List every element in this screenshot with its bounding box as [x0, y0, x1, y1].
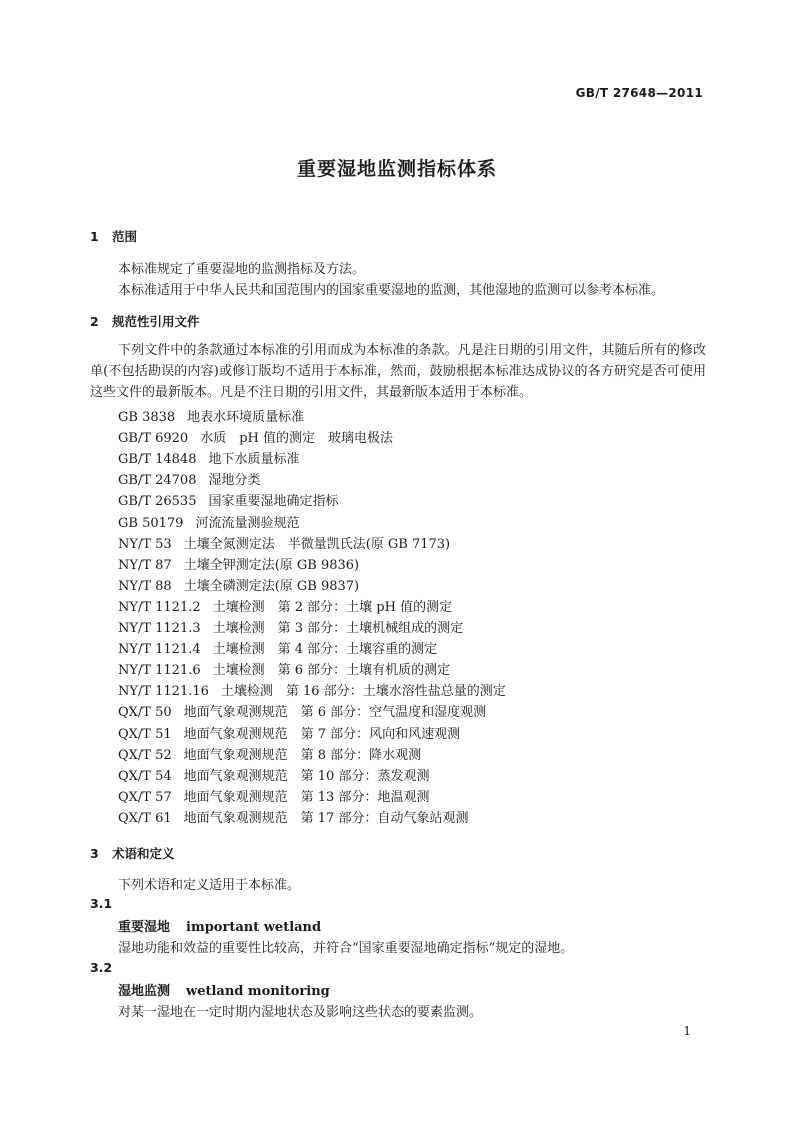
- section-heading-terms: [90, 844, 175, 862]
- term-zh: 湿地监测: [118, 984, 171, 999]
- term-definition: 湿地功能和效益的重要性比较高，并符合“国家重要湿地确定指标”规定的湿地。: [118, 941, 574, 956]
- reference-title: 土壤全钾测定法(原 GB 9836): [183, 557, 360, 573]
- term-number: 3.1: [90, 896, 113, 911]
- reference-item: [118, 554, 359, 573]
- reference-title: 土壤检测 第 3 部分：土壤机械组成的测定: [212, 621, 464, 636]
- reference-item: [118, 512, 299, 531]
- term-en: wetland monitoring: [186, 984, 330, 999]
- reference-item: [118, 617, 463, 636]
- reference-code: NY/T 1121.6: [118, 663, 201, 679]
- reference-item: [118, 533, 450, 552]
- reference-code: GB 3838: [118, 410, 176, 425]
- section-number: 3: [90, 846, 99, 861]
- reference-code: NY/T 88: [118, 578, 172, 594]
- reference-title: 土壤全磷测定法(原 GB 9837): [183, 578, 360, 594]
- reference-code: NY/T 87: [118, 557, 172, 573]
- page-number: 1: [683, 1024, 691, 1038]
- reference-item: [118, 575, 359, 594]
- reference-item: [118, 638, 437, 657]
- reference-title: 水质 pH 值的测定 玻璃电极法: [200, 431, 394, 447]
- scope-paragraph: 本标准适用于中华人民共和国范围内的国家重要湿地的监测，其他湿地的监测可以参考本标准。: [118, 283, 665, 298]
- reference-title: 土壤全氮测定法 半微量凯氏法(原 GB 7173): [183, 536, 451, 552]
- reference-item: [118, 680, 506, 699]
- reference-code: QX/T 52: [118, 747, 172, 763]
- document-title: 重要湿地监测指标体系: [296, 158, 497, 180]
- reference-title: 国家重要湿地确定指标: [208, 494, 339, 510]
- reference-title: 地面气象观测规范 第 7 部分：风向和风速观测: [183, 726, 461, 742]
- reference-code: NY/T 1121.2: [118, 599, 201, 615]
- reference-item: [118, 469, 261, 488]
- scope-paragraph: 本标准规定了重要湿地的监测指标及方法。: [118, 262, 366, 277]
- reference-title: 湿地分类: [208, 473, 261, 489]
- reference-item: [118, 786, 429, 805]
- reference-item: [118, 701, 486, 720]
- reference-title: 地面气象观测规范 第 17 部分：自动气象站观测: [183, 810, 469, 826]
- reference-item: [118, 406, 304, 425]
- reference-item: [118, 448, 300, 467]
- reference-code: QX/T 50: [118, 705, 172, 721]
- term-zh: 重要湿地: [118, 920, 171, 935]
- term-definition: 对某一湿地在一定时期内湿地状态及影响这些状态的要素监测。: [118, 1005, 483, 1020]
- reference-item: [118, 659, 450, 678]
- reference-code: NY/T 53: [118, 536, 172, 552]
- reference-title: 地面气象观测规范 第 8 部分：降水观测: [183, 747, 422, 763]
- terms-intro: 下列术语和定义适用于本标准。: [118, 878, 301, 893]
- reference-code: QX/T 61: [118, 810, 172, 826]
- reference-code: GB 50179: [118, 515, 184, 531]
- reference-title: 地表水环境质量标准: [187, 410, 305, 425]
- section-title: 术语和定义: [112, 846, 175, 861]
- term-number: 3.2: [90, 960, 113, 975]
- standard-number: GB/T 27648—2011: [575, 86, 703, 100]
- section-title: 范围: [112, 229, 138, 244]
- reference-item: [118, 427, 393, 446]
- reference-title: 地下水质量标准: [208, 452, 300, 468]
- reference-title: 土壤检测 第 2 部分：土壤 pH 值的测定: [212, 599, 453, 615]
- reference-code: GB/T 6920: [118, 431, 189, 447]
- reference-item: [118, 723, 460, 742]
- section-number: 2: [90, 314, 99, 329]
- reference-code: GB/T 24708: [118, 473, 197, 489]
- reference-code: QX/T 57: [118, 789, 172, 805]
- reference-title: 河流流量测验规范: [195, 515, 300, 531]
- reference-code: QX/T 54: [118, 768, 172, 784]
- reference-title: 土壤检测 第 16 部分：土壤水溶性盐总量的测定: [220, 684, 506, 700]
- reference-code: QX/T 51: [118, 726, 172, 742]
- section-heading-scope: [90, 227, 137, 245]
- normative-refs-intro: 下列文件中的条款通过本标准的引用而成为本标准的条款。凡是注日期的引用文件，其随后所有的修改单(不包括勘误的内容)或修订版均不适用于本标准，然而，鼓励根据本标准达成协议的各方研究是否可使用这些文件的最新版本。凡是不注日期的引用文件，其最新版本适用于本标准。: [90, 343, 706, 400]
- term-entry: [118, 916, 321, 935]
- section-title: 规范性引用文件: [112, 314, 200, 329]
- section-number: 1: [90, 229, 99, 244]
- reference-title: 地面气象观测规范 第 6 部分：空气温度和湿度观测: [183, 705, 487, 721]
- reference-item: [118, 807, 468, 826]
- section-heading-normative-refs: [90, 312, 200, 330]
- reference-code: NY/T 1121.16: [118, 684, 209, 700]
- reference-item: [118, 765, 429, 784]
- reference-title: 地面气象观测规范 第 13 部分：地温观测: [183, 789, 430, 805]
- reference-item: [118, 596, 452, 615]
- reference-title: 土壤检测 第 4 部分：土壤容重的测定: [212, 642, 438, 658]
- reference-code: NY/T 1121.4: [118, 642, 201, 658]
- reference-item: [118, 744, 421, 763]
- term-entry: [118, 980, 330, 999]
- reference-code: GB/T 14848: [118, 452, 197, 468]
- reference-item: [118, 490, 339, 509]
- reference-title: 土壤检测 第 6 部分：土壤有机质的测定: [212, 663, 451, 679]
- term-en: important wetland: [186, 920, 322, 935]
- reference-code: GB/T 26535: [118, 494, 197, 510]
- reference-title: 地面气象观测规范 第 10 部分：蒸发观测: [183, 768, 430, 784]
- reference-code: NY/T 1121.3: [118, 621, 201, 636]
